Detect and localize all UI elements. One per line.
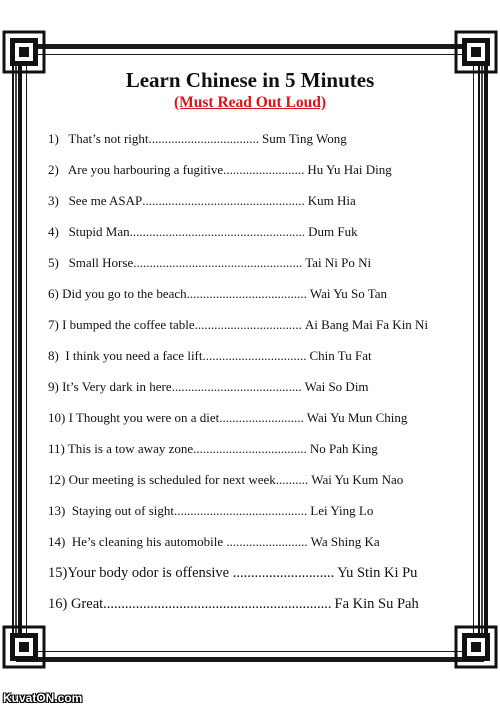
phrase-english: 11) This is a tow away zone [48,441,194,456]
phrase-english: 1) That’s not right [48,131,149,146]
phrase-english: 6) Did you go to the beach [48,286,187,301]
phrase-answer: Wa Shing Ka [310,534,380,549]
list-item [48,469,458,500]
page-subtitle: (Must Read Out Loud) [173,94,326,111]
phrase-answer: Wai So Dim [304,379,369,394]
phrase-answer: Tai Ni Po Ni [305,255,372,270]
page-title: Learn Chinese in 5 Minutes [125,68,375,92]
list-item [48,283,458,314]
leader-dots: .................................................... [133,255,303,270]
list-item [48,407,458,438]
corner-ornament-bottom-left [0,623,48,671]
list-item [48,562,458,593]
watermark-text: KuvatON.com [3,691,83,705]
list-item [48,376,458,407]
border-column-right [478,52,488,654]
list-item [48,221,458,252]
phrase-answer: Wai Yu So Tan [309,286,388,301]
phrase-answer: Kum Hia [307,193,356,208]
phrase-english: 2) Are you harbouring a fugitive [48,162,224,177]
phrase-answer: No Pah King [309,441,378,456]
leader-dots: ......................... [223,162,305,177]
leader-dots: ................................. [194,317,302,332]
leader-dots: ......................... [226,534,308,549]
phrase-answer: Dum Fuk [308,224,358,239]
leader-dots: ................................ [202,348,307,363]
leader-dots: ............................ [232,565,335,581]
leader-dots: ..................................... [186,286,307,301]
phrase-english: 5) Small Horse [48,255,134,270]
leader-dots: ................................... [193,441,307,456]
phrase-english: 15)Your body odor is offensive [48,565,233,581]
phrase-english: 16) Great [48,596,104,612]
leader-dots: .......... [275,472,309,487]
phrase-answer: Ai Bang Mai Fa Kin Ni [304,317,429,332]
phrase-answer: Wai Yu Mun Ching [306,410,408,425]
list-item [48,500,458,531]
phrase-english: 3) See me ASAP [48,193,143,208]
leader-dots: .................................. [148,131,260,146]
leader-dots: ............................................................... [103,596,332,612]
phrase-answer: Wai Yu Kum Nao [311,472,404,487]
phrase-answer: Chin Tu Fat [309,348,372,363]
list-item [48,593,458,624]
phrase-answer: Lei Ying Lo [310,503,374,518]
border-column-left [12,52,22,654]
leader-dots: .......................... [219,410,304,425]
leader-dots: ........................................ [171,379,302,394]
phrase-answer: Fa Kin Su Pah [334,596,419,612]
phrase-english: 8) I think you need a face lift [48,348,203,363]
list-item [48,438,458,469]
phrase-english: 7) I bumped the coffee table [48,317,195,332]
phrase-english: 12) Our meeting is scheduled for next week [48,472,276,487]
list-item [48,190,458,221]
list-item [48,314,458,345]
list-item [48,345,458,376]
list-item [48,531,458,562]
phrase-answer: Hu Yu Hai Ding [307,162,392,177]
phrase-english: 10) I Thought you were on a diet [48,410,220,425]
leader-dots: ......................................... [174,503,308,518]
list-item [48,128,458,159]
leader-dots: .................................................. [142,193,305,208]
list-item [48,159,458,190]
phrase-answer: Yu Stin Ki Pu [337,565,418,581]
phrase-english: 14) He’s cleaning his automobile [48,534,227,549]
corner-ornament-bottom-right [452,623,500,671]
phrase-list [48,128,458,624]
phrase-english: 13) Staying out of sight [48,503,175,518]
leader-dots: ...................................................... [129,224,306,239]
phrase-english: 9) It’s Very dark in here [48,379,172,394]
phrase-answer: Sum Ting Wong [262,131,347,146]
phrase-english: 4) Stupid Man [48,224,130,239]
list-item [48,252,458,283]
